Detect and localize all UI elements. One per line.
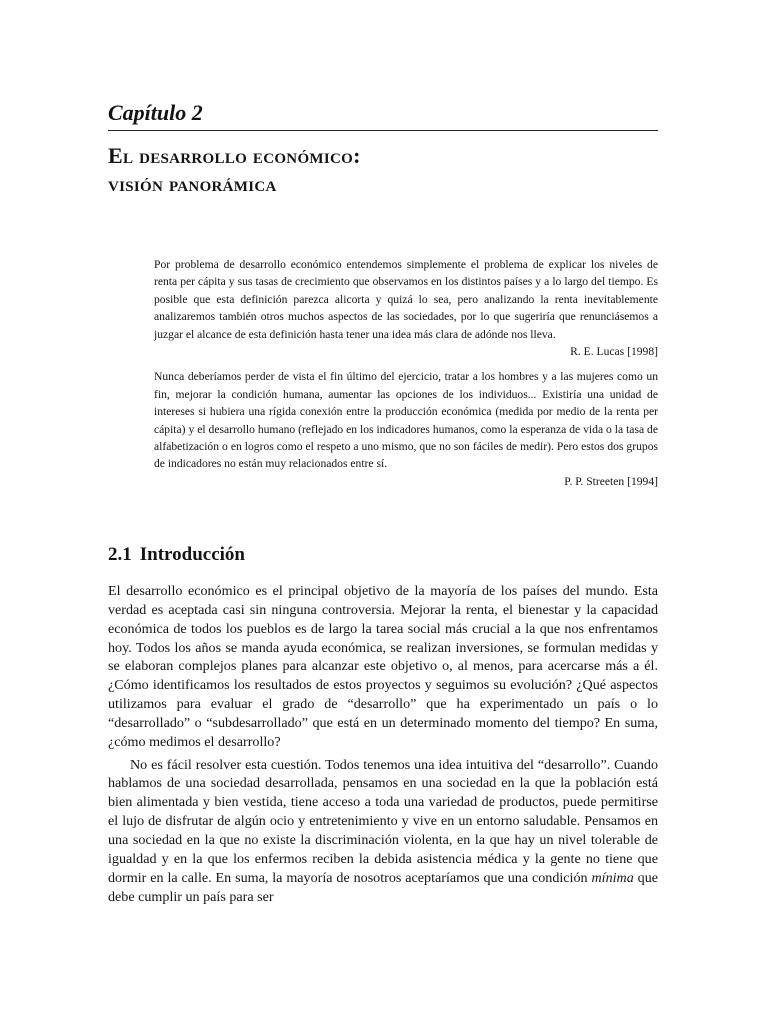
chapter-rule	[108, 130, 658, 131]
epigraph-attribution: P. P. Streeten [1994]	[564, 474, 658, 488]
body-text	[108, 582, 658, 906]
epigraph-text: Nunca deberíamos perder de vista el fin último del ejercicio, tratar a los hombres y a las mujeres como un fin, mejorar la condición humana, aumentar las opciones de los individuos... Existiría una unidad de intereses si hubiera una rígida conexión entre la producción económica (medida por medio de la renta per cápita) y el desarrollo humano (reflejado en los indicadores humanos, como la esperanza de vida o la tasa de alfabetización o en logros como el respeto a uno mismo, que no son fáciles de medir). Pero estos dos grupos de indicadores no están muy relacionados entre sí.	[154, 370, 658, 471]
epigraphs	[154, 256, 658, 490]
paragraph-2-text: No es fácil resolver esta cuestión. Todos tenemos una idea intuitiva del “desarrollo”. Cuando hablamos de una sociedad desarrollada, pensamos en una sociedad en la que la población está bien alimentada y bien vestida, tiene acceso a toda una variedad de productos, puede permitirse el lujo de disfrutar de algún ocio y entretenimiento y vive en un entorno saludable. Pensamos en una sociedad en la que no existe la discriminación violenta, en la que hay un nivel tolerable de igualdad y en la que los enfermos reciben la debida asistencia médica y la gente no tiene que dormir en la calle. En suma, la mayoría de nosotros aceptaríamos que una condición	[108, 756, 658, 886]
paragraph-2-emphasis: mínima	[591, 869, 634, 886]
epigraph-text: Por problema de desarrollo económico entendemos simplemente el problema de explicar los niveles de renta per cápita y sus tasas de crecimiento que observamos en los distintos países y a lo largo del tiempo. Es posible que esta definición parezca alicorta y quizá lo sea, pero analizando la renta inevitablemente analizaremos también otros muchos aspectos de las sociedades, por lo que sugeriría que renunciásemos a juzgar el alcance de esta definición hasta tener una idea más clara de adónde nos lleva.	[154, 258, 658, 341]
epigraph-lucas	[154, 256, 658, 360]
epigraph-attribution: R. E. Lucas [1998]	[570, 345, 658, 359]
section-heading	[108, 544, 245, 566]
chapter-title-line-2: visión panorámica	[108, 171, 277, 196]
epigraph-streeten	[154, 368, 658, 490]
chapter-title	[108, 142, 668, 198]
paragraph-2	[108, 756, 658, 907]
section-title: Introducción	[139, 544, 245, 565]
chapter-label: Capítulo 2	[108, 100, 203, 125]
section-number: 2.1	[108, 544, 132, 565]
chapter-title-line-1: El desarrollo económico:	[108, 143, 361, 168]
paragraph-1: El desarrollo económico es el principal objetivo de la mayoría de los países del mundo. Esta verdad es aceptada casi sin ninguna controversia. Mejorar la renta, el bienestar y la capacidad económica de todos los pueblos es de largo la tarea social más crucial a la que nos enfrentamos hoy. Todos los años se manda ayuda económica, se realizan inversiones, se formulan medidas y se elaboran complejos planes para alcanzar este objetivo o, al menos, para acercarse más a él. ¿Cómo identificamos los resultados de estos proyectos y seguimos su evolución? ¿Qué aspectos utilizamos para evaluar el grado de “desarrollo” que ha experimentado un país o lo “desarrollado” o “subdesarrollado” que está en un determinado momento del tiempo? En suma, ¿cómo medimos el desarrollo?	[108, 583, 658, 750]
paragraph-2-text-end: que debe cumplir un país para ser	[108, 869, 658, 905]
